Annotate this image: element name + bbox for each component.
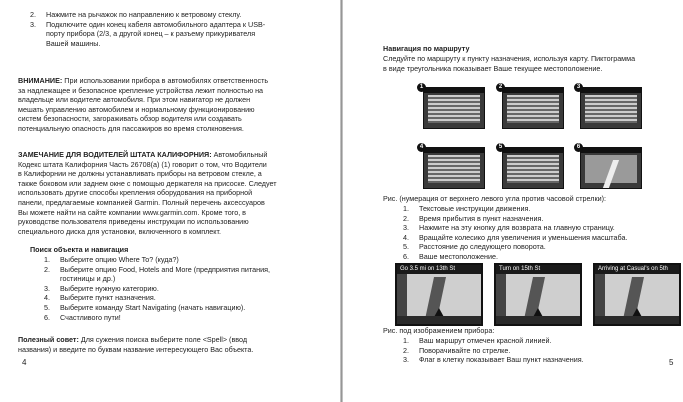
list-item: 6. Ваше местоположение. bbox=[403, 251, 498, 261]
list-item: 3. Флаг в клетку показывает Ваш пункт назначения. bbox=[403, 355, 584, 365]
list-item: 5. Расстояние до следующего поворота. bbox=[403, 242, 546, 252]
figure-caption: Рис. (нумерация от верхнего левого угла против часовой стрелки): bbox=[383, 194, 607, 203]
list-item: 5. Выберите команду Start Navigating (начать навигацию). bbox=[44, 302, 246, 312]
left-page bbox=[0, 0, 340, 402]
screenshot-3 bbox=[580, 87, 642, 129]
list-item: 3. Подключите один конец кабеля автомобильного адаптера к USB- bbox=[30, 19, 266, 29]
device-image-2: Turn on 15th St bbox=[494, 263, 582, 326]
search-heading: Поиск объекта и навигация bbox=[30, 245, 129, 254]
list-item: 6. Счастливого пути! bbox=[44, 312, 121, 322]
search-steps bbox=[44, 255, 270, 322]
device-image-3: Arriving at Casual's on 5th bbox=[593, 263, 681, 326]
device-legend bbox=[403, 336, 584, 365]
page-number: 4 bbox=[22, 358, 27, 367]
list-item: 2. Время прибытия в пункт назначения. bbox=[403, 213, 544, 223]
list-item: 1. Текстовые инструкции движения. bbox=[403, 204, 531, 213]
list-item: 2. Нажмите на рычажок по направлению к ветровому стеклу. bbox=[30, 10, 242, 19]
device-caption: Рис. под изображением прибора: bbox=[383, 326, 495, 335]
device-image-1: Go 3.5 mi on 13th St bbox=[395, 263, 483, 326]
figure-legend bbox=[403, 204, 627, 262]
callout-3: 3 bbox=[574, 83, 583, 92]
page-number: 5 bbox=[669, 358, 674, 367]
callout-6: 6 bbox=[574, 143, 583, 152]
california-paragraph: ЗАМЕЧАНИЕ ДЛЯ ВОДИТЕЛЕЙ ШТАТА КАЛИФОРНИЯ: Автомобильный Кодекс штата Калифорния Часть 26708(а) (1) говорит о том, что Водители в Калифорнии не должны устанавливать приборы на ветровом стекле, а также боковом или заднем окне с помощью держателя на присоске. Следует использовать другие способы крепления оборудования на приборной панели, предлагаемые компанией Garmin. Полный перечень аксессуаров Вы можете найти на сайте компании www.garmin.com. Кроме того, в руководстве пользователя приведены инструкции по использованию специального диска для установки, включенного в комплект. bbox=[18, 150, 277, 236]
callout-5: 5 bbox=[496, 143, 505, 152]
screenshot-2 bbox=[502, 87, 564, 129]
list-item-continued: порту прибора (2/3, а другой конец – к разъему прикуривателя bbox=[46, 29, 256, 39]
screenshot-1 bbox=[423, 87, 485, 129]
list-item: 3. Нажмите на эту кнопку для возврата на главную страницу. bbox=[403, 223, 615, 233]
screenshot-5 bbox=[502, 147, 564, 189]
list-item: 1. Выберите опцию Where To? (куда?) bbox=[44, 255, 179, 264]
callout-4: 4 bbox=[417, 143, 426, 152]
list-item: 4. Выберите пункт назначения. bbox=[44, 293, 156, 303]
list-item: 4. Вращайте колесико для увеличения и уменьшения масштаба. bbox=[403, 232, 628, 242]
nav-heading: Навигация по маршруту bbox=[383, 44, 470, 53]
list-item: 1. Ваш маршрут отмечен красной линией. bbox=[403, 336, 552, 345]
callout-1: 1 bbox=[417, 83, 426, 92]
list-item: 2. Поворачивайте по стрелке. bbox=[403, 345, 511, 355]
callout-2: 2 bbox=[496, 83, 505, 92]
list-item-continued: Вашей машины. bbox=[46, 38, 101, 48]
warning-paragraph: ВНИМАНИЕ: При использовании прибора в автомобилях ответственность за надлежащее и безопасное крепление устройства лежит полностью на владельце или водителе автомобиля. При этом навигатор не должен мешать управлению автомобилем и нормальному функционированию систем безопасности, загораживать обзор водителя или создавать потенциальную опасность для пассажиров во время столкновения. bbox=[18, 76, 269, 133]
screenshot-6 bbox=[580, 147, 642, 189]
tip-paragraph: Полезный совет: Для сужения поиска выберите поле <Spell> (ввод названия) и введите по буквам название интересующего Вас объекта. bbox=[18, 335, 254, 354]
list-item-continued: гостиницы и др.) bbox=[60, 274, 116, 284]
screenshot-4 bbox=[423, 147, 485, 189]
list-item: 2. Выберите опцию Food, Hotels and More (предприятия питания, bbox=[44, 264, 271, 274]
mount-steps bbox=[30, 10, 265, 48]
nav-intro: Следуйте по маршруту к пункту назначения, используя карту. Пиктограмма в виде треугольника показывает Ваше текущее местоположение. bbox=[383, 54, 636, 73]
list-item: 3. Выберите нужную категорию. bbox=[44, 283, 159, 293]
right-page bbox=[343, 0, 683, 402]
